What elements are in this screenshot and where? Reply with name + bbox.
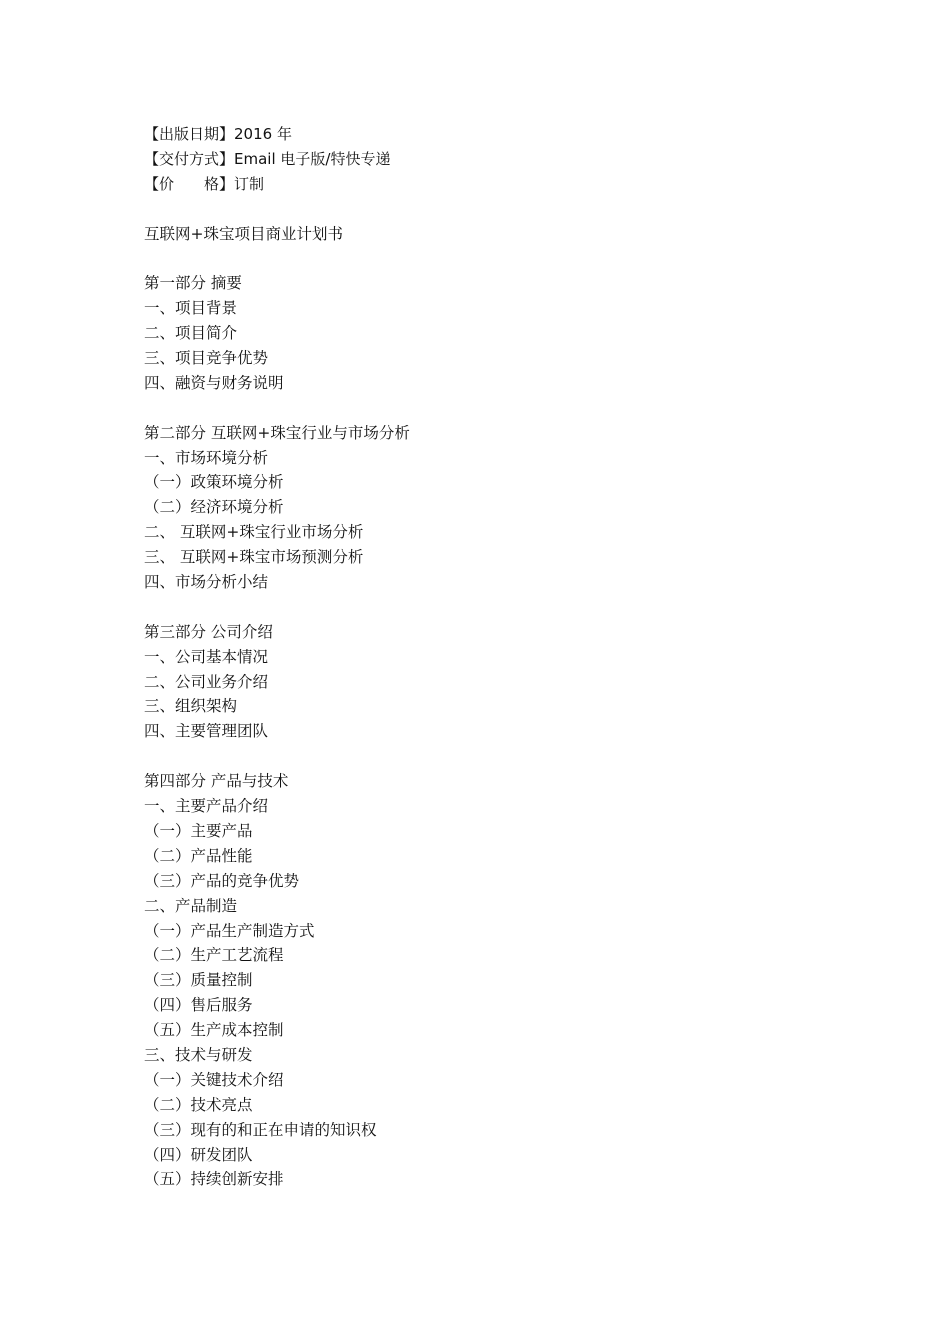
toc-item: 一、项目背景 xyxy=(144,299,238,318)
toc-item: 三、项目竞争优势 xyxy=(144,349,269,368)
spacer xyxy=(144,396,844,421)
toc-item: （一）政策环境分析 xyxy=(144,473,284,492)
toc-item: （一）主要产品 xyxy=(144,821,253,840)
toc-item: 四、市场分析小结 xyxy=(144,573,269,592)
spacer xyxy=(144,595,844,620)
toc-item: 二、公司业务介绍 xyxy=(144,672,269,691)
report-meta xyxy=(144,122,844,197)
section-heading: 第四部分 产品与技术 xyxy=(144,772,289,791)
publish-date: 【出版日期】2016 年 xyxy=(144,125,292,143)
toc-item: （五）生产成本控制 xyxy=(144,1021,284,1040)
toc-item: 三、技术与研发 xyxy=(144,1045,253,1064)
toc-item: （二）技术亮点 xyxy=(144,1095,253,1114)
spacer xyxy=(144,197,844,222)
toc-item: 三、 互联网+珠宝市场预测分析 xyxy=(144,548,364,567)
toc-item: （四）售后服务 xyxy=(144,996,253,1015)
toc-item: （三）产品的竞争优势 xyxy=(144,871,300,890)
toc-item: （二）产品性能 xyxy=(144,846,253,865)
toc-item: 四、融资与财务说明 xyxy=(144,373,284,392)
toc-item: （四）研发团队 xyxy=(144,1145,253,1164)
toc-item: （三）质量控制 xyxy=(144,971,253,990)
delivery-method: 【交付方式】Email 电子版/特快专递 xyxy=(144,149,391,168)
toc-item: 四、主要管理团队 xyxy=(144,722,269,741)
spacer xyxy=(144,744,844,769)
section-heading: 第一部分 摘要 xyxy=(144,274,242,293)
price: 【价 格】订制 xyxy=(144,174,265,193)
toc-item: 三、组织架构 xyxy=(144,697,238,716)
toc-item: 二、项目简介 xyxy=(144,324,238,343)
toc-item: （三）现有的和正在申请的知识权 xyxy=(144,1120,377,1139)
spacer xyxy=(144,246,844,271)
toc-item: 二、产品制造 xyxy=(144,896,238,915)
toc-item: （一）关键技术介绍 xyxy=(144,1070,284,1089)
toc-item: 二、 互联网+珠宝行业市场分析 xyxy=(144,523,364,542)
document-title: 互联网+珠宝项目商业计划书 xyxy=(144,224,343,243)
toc-item: 一、主要产品介绍 xyxy=(144,797,269,816)
toc-item: （五）持续创新安排 xyxy=(144,1170,284,1189)
table-of-contents xyxy=(144,246,844,1192)
toc-item: 一、市场环境分析 xyxy=(144,448,269,467)
toc-item: 一、公司基本情况 xyxy=(144,647,269,666)
document-page xyxy=(144,122,844,1192)
section-heading: 第二部分 互联网+珠宝行业与市场分析 xyxy=(144,423,410,442)
toc-item: （二）生产工艺流程 xyxy=(144,946,284,965)
toc-item: （二）经济环境分析 xyxy=(144,498,284,517)
toc-item: （一）产品生产制造方式 xyxy=(144,921,315,940)
section-heading: 第三部分 公司介绍 xyxy=(144,622,273,641)
